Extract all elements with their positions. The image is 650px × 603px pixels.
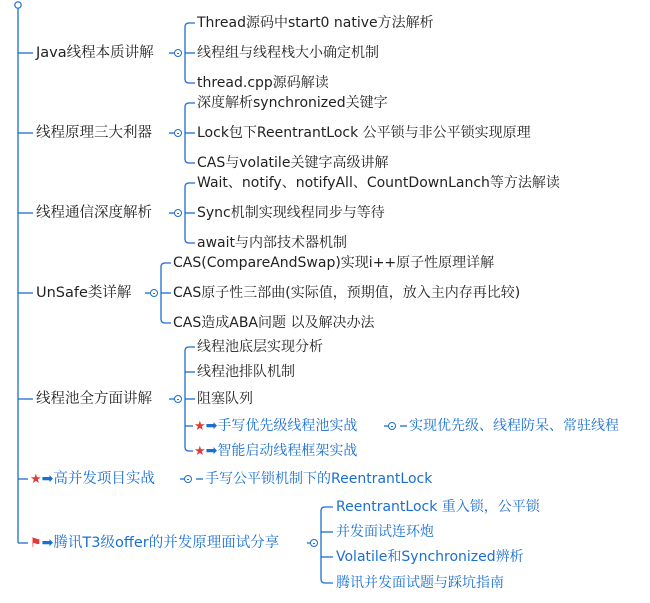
- leaf-item[interactable]: Volatile和Synchronized辨析: [336, 549, 524, 565]
- collapse-circle-icon[interactable]: [150, 289, 158, 297]
- leaf-item[interactable]: 深度解析synchronized关键字: [197, 95, 388, 111]
- collapse-circle-icon[interactable]: [174, 395, 182, 403]
- leaf-item[interactable]: 手写公平锁机制下的ReentrantLock: [205, 471, 433, 487]
- leaf-item[interactable]: CAS与volatile关键字高级讲解: [197, 155, 389, 171]
- collapse-circle-icon[interactable]: [174, 129, 182, 137]
- leaf-item[interactable]: await与内部技术器机制: [197, 235, 347, 251]
- collapse-circle-icon[interactable]: [174, 209, 182, 217]
- branch-java-thread-essence[interactable]: Java线程本质讲解: [36, 45, 154, 61]
- leaf-item[interactable]: 阻塞队列: [197, 391, 253, 407]
- collapse-circle-icon[interactable]: [174, 49, 182, 57]
- branch-label: 腾讯T3级offer的并发原理面试分享: [53, 535, 280, 551]
- leaf-sub-item[interactable]: 实现优先级、线程防呆、常驻线程: [409, 418, 619, 434]
- arrow-right-icon: ➡: [205, 443, 218, 459]
- collapse-circle-icon[interactable]: [388, 422, 396, 430]
- leaf-item[interactable]: Sync机制实现线程同步与等待: [197, 205, 385, 221]
- leaf-item[interactable]: 线程池排队机制: [197, 364, 295, 380]
- star-icon: ★: [30, 472, 42, 487]
- leaf-item[interactable]: CAS造成ABA问题 以及解决办法: [173, 315, 375, 331]
- leaf-item[interactable]: 腾讯并发面试题与踩坑指南: [336, 575, 504, 591]
- leaf-item[interactable]: CAS(CompareAndSwap)实现i++原子性原理详解: [173, 255, 495, 271]
- leaf-item[interactable]: Thread源码中start0 native方法解析: [197, 15, 434, 31]
- leaf-item[interactable]: 并发面试连环炮: [336, 524, 434, 540]
- star-icon: ★: [194, 419, 206, 434]
- collapse-circle-icon[interactable]: [310, 539, 318, 547]
- leaf-item[interactable]: thread.cpp源码解读: [197, 75, 329, 91]
- leaf-item[interactable]: CAS原子性三部曲(实际值，预期值，放入主内存再比较): [173, 285, 521, 301]
- leaf-item-highlight[interactable]: [194, 416, 357, 436]
- arrow-right-icon: ➡: [205, 418, 218, 434]
- branch-interview[interactable]: [30, 533, 279, 553]
- branch-label: 高并发项目实战: [53, 471, 155, 487]
- leaf-item[interactable]: Lock包下ReentrantLock 公平锁与非公平锁实现原理: [197, 125, 531, 141]
- leaf-item-highlight[interactable]: [194, 441, 357, 461]
- arrow-right-icon: ➡: [41, 535, 54, 551]
- branch-thread-principles[interactable]: 线程原理三大利器: [36, 125, 152, 141]
- arrow-right-icon: ➡: [41, 471, 54, 487]
- flag-icon: ⚑: [30, 536, 42, 551]
- leaf-label: 手写优先级线程池实战: [217, 418, 358, 434]
- leaf-item[interactable]: 线程池底层实现分析: [197, 339, 323, 355]
- branch-project-practice[interactable]: [30, 469, 155, 489]
- leaf-item[interactable]: Wait、notify、notifyAll、CountDownLanch等方法解读: [197, 175, 560, 191]
- leaf-label: 智能启动线程框架实战: [217, 443, 358, 459]
- collapse-circle-icon[interactable]: [184, 475, 192, 483]
- branch-unsafe[interactable]: UnSafe类详解: [36, 285, 132, 301]
- star-icon: ★: [194, 444, 206, 459]
- leaf-item[interactable]: ReentrantLock 重入锁，公平锁: [336, 499, 540, 515]
- leaf-item[interactable]: 线程组与线程栈大小确定机制: [197, 45, 379, 61]
- branch-threadpool[interactable]: 线程池全方面讲解: [36, 391, 152, 407]
- branch-thread-communication[interactable]: 线程通信深度解析: [36, 205, 152, 221]
